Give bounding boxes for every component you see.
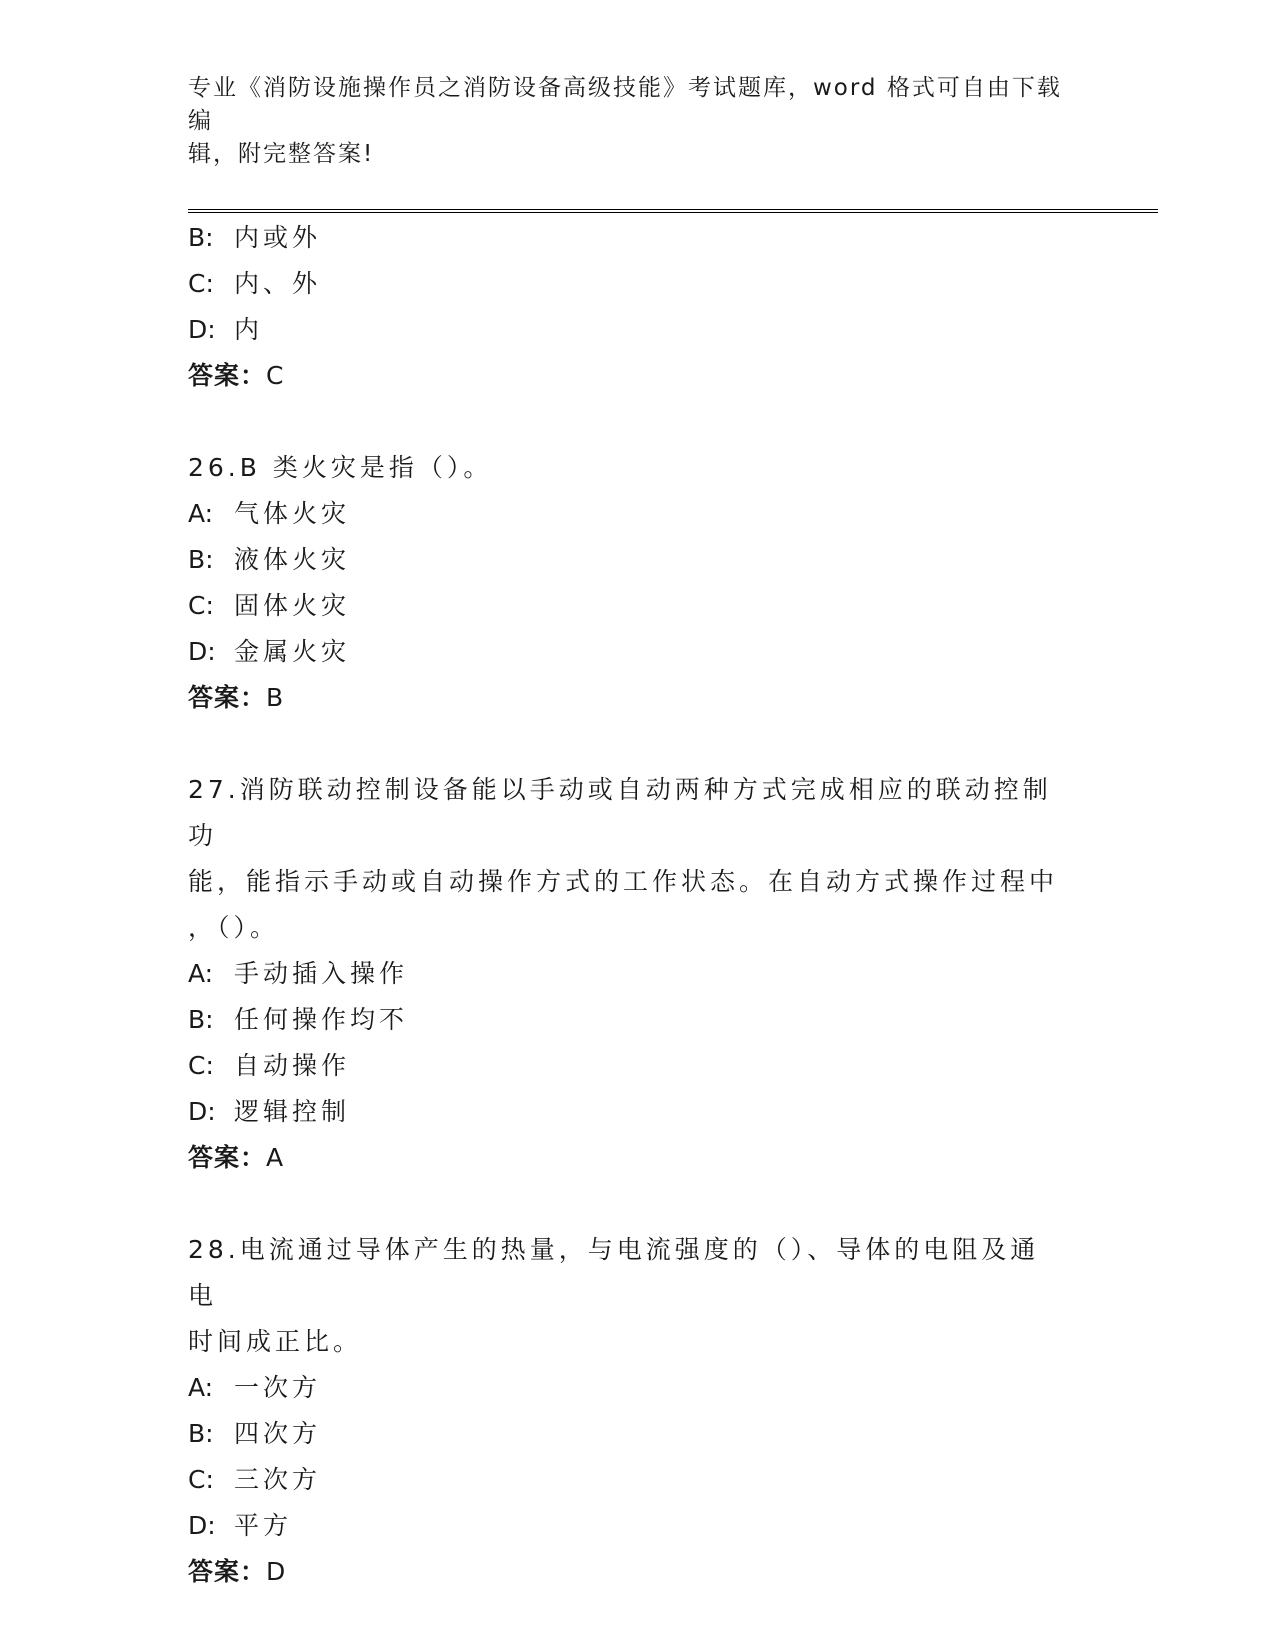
option-text: 自动操作	[234, 1051, 351, 1080]
header-divider	[188, 209, 1158, 213]
option-text: 内	[234, 315, 264, 344]
question-text-line-1: 28.电流通过导体产生的热量，与电流强度的（）、导体的电阻及通电	[188, 1235, 1040, 1310]
spacer	[188, 1181, 1158, 1227]
option-b	[188, 537, 1158, 583]
question-text-line-1: 27.消防联动控制设备能以手动或自动两种方式完成相应的联动控制功	[188, 775, 1052, 850]
question-text: 26.B 类火灾是指（）。	[188, 453, 493, 482]
header-line-2: 辑，附完整答案!	[188, 141, 375, 167]
question-text-line-2: 能，能指示手动或自动操作方式的工作状态。在自动方式操作过程中	[188, 867, 1059, 896]
answer-line	[188, 1135, 1158, 1181]
option-c	[188, 1457, 1158, 1503]
answer-value: D	[266, 1557, 286, 1586]
option-text: 任何操作均不	[234, 1005, 409, 1034]
document-header	[188, 72, 1078, 171]
option-label: D:	[188, 637, 216, 666]
option-text: 液体火灾	[234, 545, 351, 574]
option-text: 固体火灾	[234, 591, 351, 620]
option-text: 逻辑控制	[234, 1097, 351, 1126]
answer-value: A	[266, 1143, 284, 1172]
option-d	[188, 1089, 1158, 1135]
answer-label: 答案：	[188, 361, 267, 390]
question-content	[188, 215, 1158, 1595]
option-label: C:	[188, 1465, 214, 1494]
option-c	[188, 1043, 1158, 1089]
question-text-line-2: 时间成正比。	[188, 1327, 363, 1356]
document-page	[188, 72, 1158, 1595]
option-b	[188, 1411, 1158, 1457]
option-label: B:	[188, 1005, 214, 1034]
option-label: C:	[188, 591, 214, 620]
option-label: D:	[188, 1511, 216, 1540]
answer-value: B	[266, 683, 284, 712]
option-label: B:	[188, 223, 214, 252]
option-text: 一次方	[234, 1373, 322, 1402]
question-text-line-3: ，（）。	[188, 913, 280, 942]
option-text: 手动插入操作	[234, 959, 409, 988]
question-25-tail	[188, 215, 1158, 399]
option-c	[188, 583, 1158, 629]
answer-label: 答案：	[188, 683, 267, 712]
option-label: C:	[188, 269, 214, 298]
option-b	[188, 215, 1158, 261]
option-a	[188, 491, 1158, 537]
option-text: 平方	[234, 1511, 293, 1540]
option-label: B:	[188, 545, 214, 574]
answer-line	[188, 1549, 1158, 1595]
answer-line	[188, 675, 1158, 721]
option-text: 四次方	[234, 1419, 322, 1448]
option-text: 内、外	[234, 269, 322, 298]
answer-line	[188, 353, 1158, 399]
header-line-1: 专业《消防设施操作员之消防设备高级技能》考试题库，word 格式可自由下载编	[188, 75, 1062, 134]
answer-label: 答案：	[188, 1557, 267, 1586]
option-text: 三次方	[234, 1465, 322, 1494]
option-label: D:	[188, 1097, 216, 1126]
question-28	[188, 1227, 1158, 1595]
option-label: D:	[188, 315, 216, 344]
option-label: C:	[188, 1051, 214, 1080]
option-text: 金属火灾	[234, 637, 351, 666]
option-d	[188, 307, 1158, 353]
question-27	[188, 767, 1158, 1181]
option-d	[188, 1503, 1158, 1549]
option-a	[188, 951, 1158, 997]
spacer	[188, 399, 1158, 445]
option-text: 气体火灾	[234, 499, 351, 528]
question-26	[188, 445, 1158, 721]
spacer	[188, 721, 1158, 767]
option-b	[188, 997, 1158, 1043]
option-label: B:	[188, 1419, 214, 1448]
answer-value: C	[266, 361, 284, 390]
option-label: A:	[188, 499, 214, 528]
option-text: 内或外	[234, 223, 322, 252]
option-d	[188, 629, 1158, 675]
option-label: A:	[188, 959, 214, 988]
answer-label: 答案：	[188, 1143, 267, 1172]
option-a	[188, 1365, 1158, 1411]
option-c	[188, 261, 1158, 307]
option-label: A:	[188, 1373, 214, 1402]
